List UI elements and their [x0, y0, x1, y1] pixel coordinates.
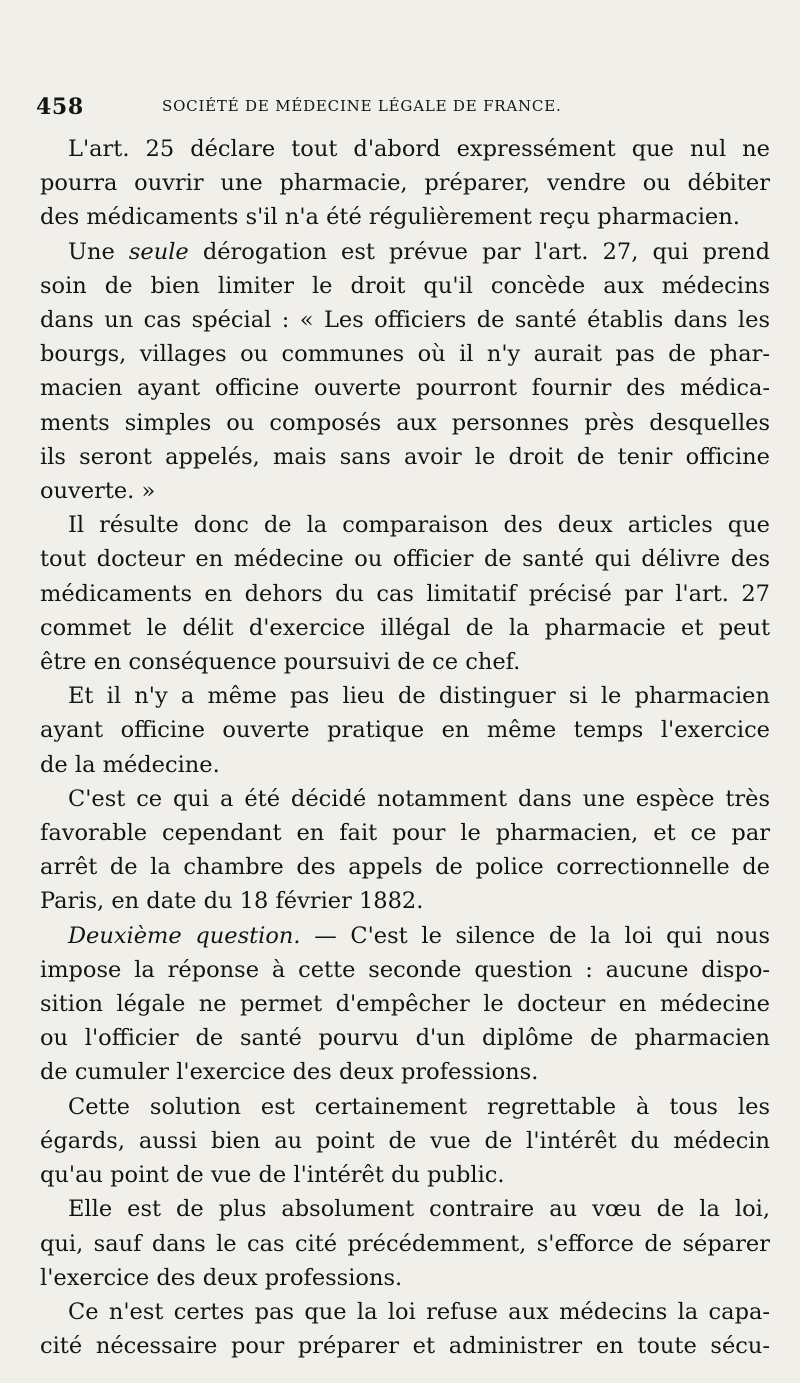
- text-line: ouverte. »: [40, 478, 156, 505]
- text-line: arrêt de la chambre des appels de police correctionnelle de: [40, 854, 770, 881]
- text-line: Ce n'est certes pas que la loi refuse aux médecins la capa-: [68, 1298, 770, 1325]
- text-line: L'art. 25 déclare tout d'abord expressément que nul ne: [68, 136, 770, 162]
- text-line: des médicaments s'il n'a été régulièrement reçu pharmacien.: [40, 204, 740, 231]
- text-line: pourra ouvrir une pharmacie, préparer, vendre ou débiter: [40, 170, 770, 197]
- text-line: cité nécessaire pour préparer et administrer en toute sécu-: [40, 1333, 770, 1360]
- text-line: ments simples ou composés aux personnes près desquelles: [40, 409, 770, 436]
- text-line: égards, aussi bien au point de vue de l'intérêt du médecin: [40, 1127, 770, 1154]
- text-line: médicaments en dehors du cas limitatif précisé par l'art. 27: [40, 580, 770, 607]
- text-line: Et il n'y a même pas lieu de distinguer si le pharmacien: [68, 683, 770, 710]
- text-line: qui, sauf dans le cas cité précédemment, s'efforce de séparer: [40, 1230, 770, 1257]
- text-line: impose la réponse à cette seconde question : aucune dispo-: [40, 956, 770, 983]
- text-line: ayant officine ouverte pratique en même temps l'exercice: [40, 717, 770, 744]
- text-line: bourgs, villages ou communes où il n'y aurait pas de phar-: [40, 341, 770, 368]
- text-line: Paris, en date du 18 février 1882.: [40, 888, 424, 915]
- paragraph: [40, 508, 770, 679]
- text-line: Cette solution est certainement regrettable à tous les: [68, 1093, 770, 1120]
- running-title: SOCIÉTÉ DE MÉDECINE LÉGALE DE FRANCE.: [162, 97, 562, 115]
- page-number: 458: [36, 94, 84, 120]
- text-line: sition légale ne permet d'empêcher le docteur en médecine: [40, 991, 770, 1018]
- paragraph: [40, 1090, 770, 1193]
- text-line: de cumuler l'exercice des deux professions.: [40, 1059, 539, 1086]
- text-line: C'est ce qui a été décidé notamment dans une espèce très: [68, 785, 770, 812]
- text-line: soin de bien limiter le droit qu'il concède aux médecins: [40, 272, 770, 299]
- text-line: favorable cependant en fait pour le pharmacien, et ce par: [40, 820, 770, 847]
- text-line: ou l'officier de santé pourvu d'un diplôme de pharmacien: [40, 1025, 770, 1052]
- text-line: être en conséquence poursuivi de ce chef.: [40, 649, 521, 676]
- text-line: macien ayant officine ouverte pourront fournir des médica-: [40, 375, 770, 402]
- paragraph: [40, 132, 770, 235]
- text-line: ils seront appelés, mais sans avoir le droit de tenir officine: [40, 443, 770, 470]
- text-line: Elle est de plus absolument contraire au vœu de la loi,: [68, 1196, 770, 1223]
- text-line: Deuxième question. — C'est le silence de la loi qui nous: [68, 922, 770, 949]
- paragraph: [40, 235, 770, 509]
- paragraph: [40, 919, 770, 1090]
- body-text: [40, 132, 770, 1363]
- paragraph: [40, 782, 770, 919]
- paragraph: [40, 679, 770, 782]
- text-line: dans un cas spécial : « Les officiers de santé établis dans les: [40, 307, 770, 334]
- text-line: Une seule dérogation est prévue par l'art. 27, qui prend: [68, 238, 770, 265]
- text-line: qu'au point de vue de l'intérêt du public.: [40, 1162, 505, 1189]
- paragraph: [40, 1192, 770, 1295]
- text-line: l'exercice des deux professions.: [40, 1264, 403, 1291]
- text-line: Il résulte donc de la comparaison des deux articles que: [68, 512, 770, 539]
- text-line: de la médecine.: [40, 751, 220, 778]
- text-line: tout docteur en médecine ou officier de santé qui délivre des: [40, 546, 770, 573]
- text-line: commet le délit d'exercice illégal de la pharmacie et peut: [40, 614, 770, 641]
- paragraph: [40, 1295, 770, 1363]
- page-header: [36, 94, 636, 124]
